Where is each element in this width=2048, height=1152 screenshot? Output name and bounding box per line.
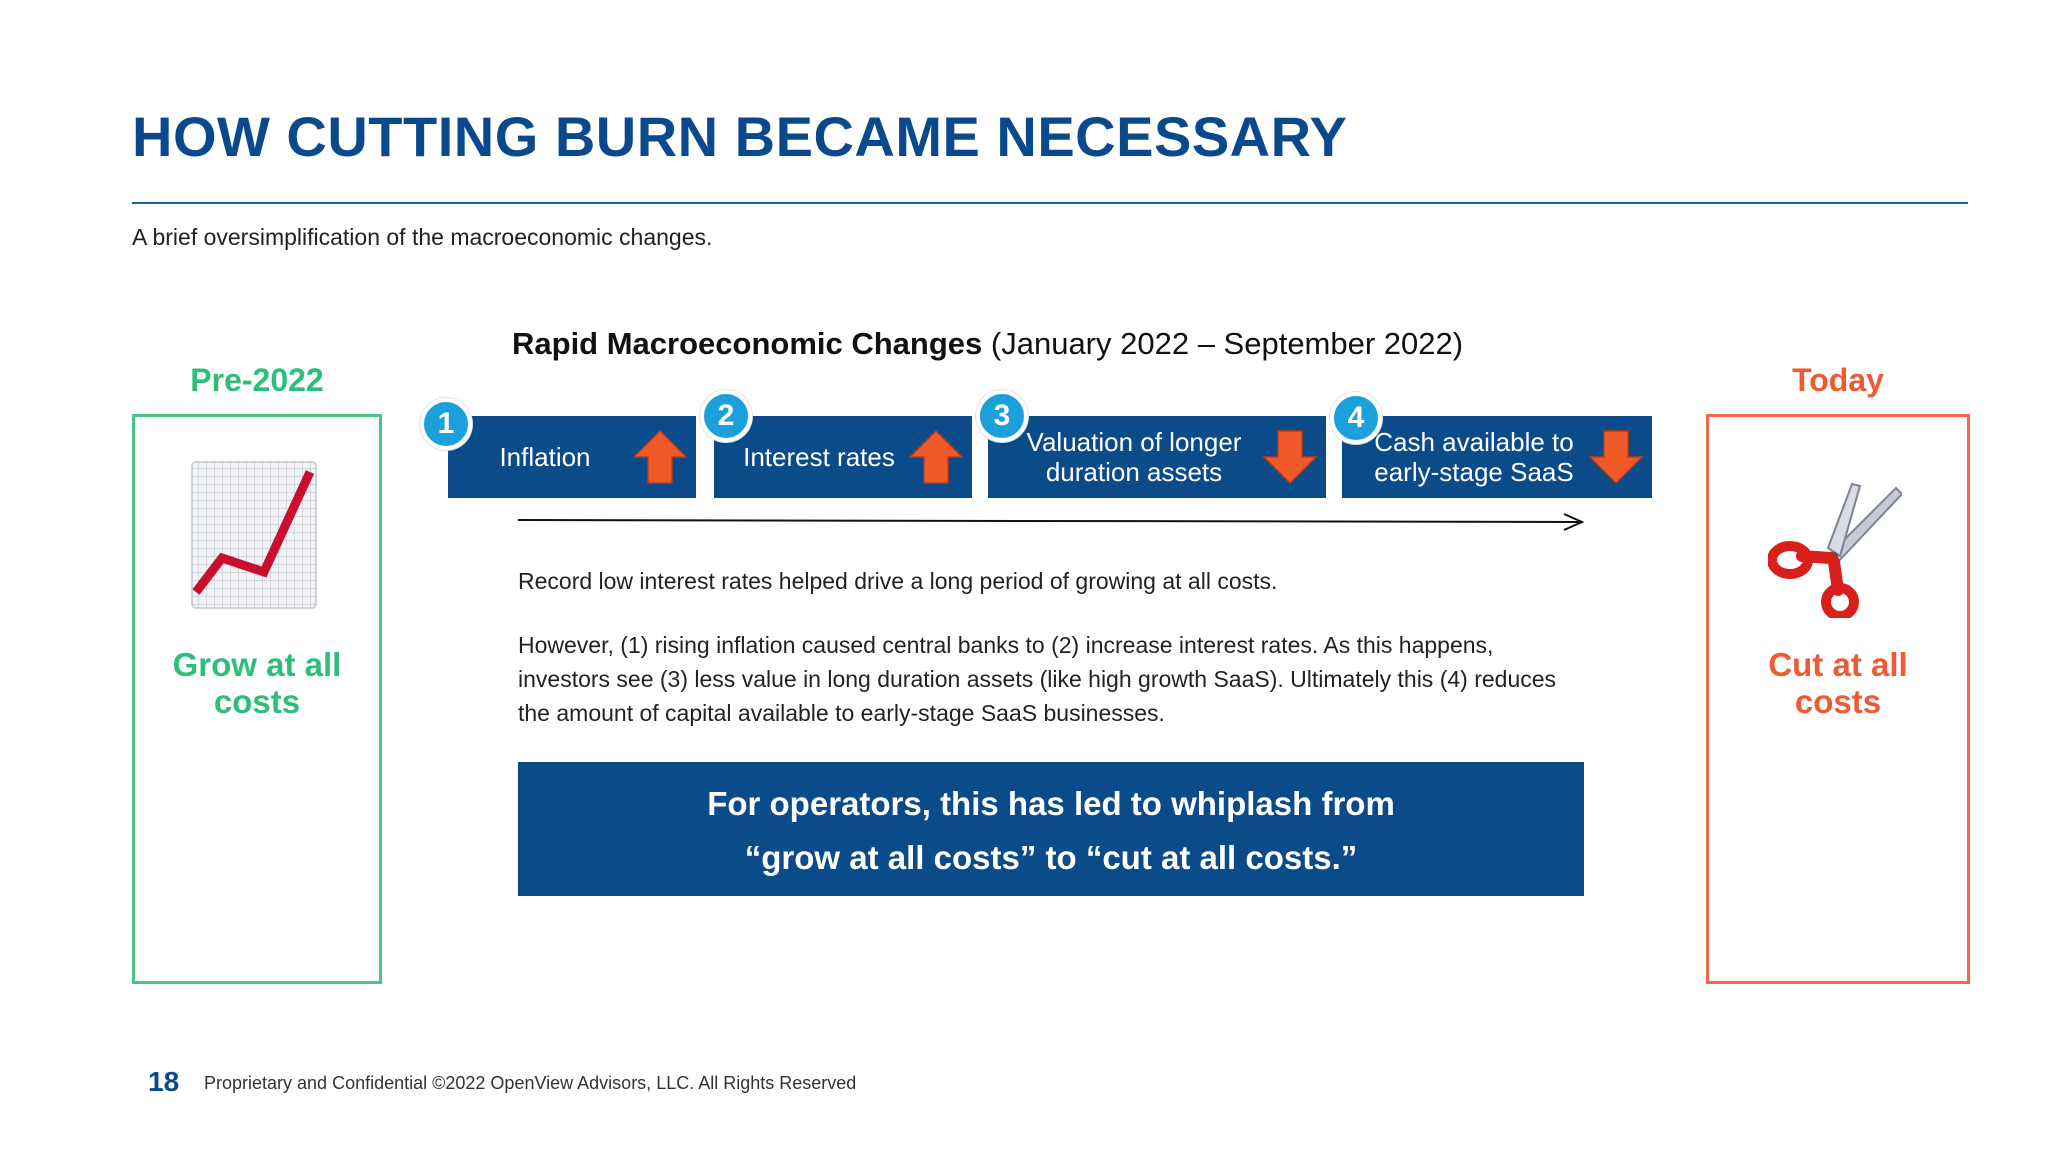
section-title-date-range: (January 2022 – September 2022) [982, 326, 1464, 361]
footer-copyright: Proprietary and Confidential ©2022 OpenView Advisors, LLC. All Rights Reserved [204, 1073, 857, 1093]
step-valuation [988, 416, 1326, 498]
step-label: Inflation [499, 442, 591, 472]
paragraph-explanation: However, (1) rising inflation caused central banks to (2) increase interest rates. As this happens, investors see (3) less value in long duration assets (like high growth SaaS). Ultimately this (4) reduces the amount of capital available to early-stage SaaS businesses. [518, 632, 1557, 726]
step-cash-available [1342, 416, 1652, 498]
step-label: Cash available to early-stage SaaS [1374, 427, 1574, 487]
step-label: Valuation of longer duration assets [1026, 427, 1242, 487]
whiplash-callout: For operators, this has led to whiplash from “grow at all costs” to “cut at all costs.” [518, 762, 1584, 896]
slide-title: HOW CUTTING BURN BECAME NECESSARY [132, 105, 1348, 168]
pre-2022-label: Pre-2022 [190, 362, 324, 398]
slide-subtitle: A brief oversimplification of the macroeconomic changes. [132, 224, 713, 250]
arrow-down-icon [1588, 429, 1644, 485]
step-number-badge: 1 [420, 398, 472, 450]
arrow-up-icon [632, 429, 688, 485]
page-number: 18 [148, 1066, 180, 1097]
step-number-badge: 3 [976, 390, 1028, 442]
step-interest-rates [714, 416, 972, 498]
paragraph-low-rates: Record low interest rates helped drive a long period of growing at all costs. [518, 568, 1278, 594]
arrow-up-icon [908, 429, 964, 485]
section-title [512, 326, 1463, 362]
chart-increasing-icon [190, 460, 318, 610]
today-label: Today [1792, 362, 1884, 398]
step-number-badge: 4 [1330, 392, 1382, 444]
cut-at-all-costs-caption: Cut at all costs [1768, 646, 1908, 720]
grow-at-all-costs-caption: Grow at all costs [172, 646, 342, 720]
timeline-arrow [518, 512, 1584, 532]
step-number-badge: 2 [700, 390, 752, 442]
title-divider [132, 202, 1968, 204]
step-inflation [448, 416, 696, 498]
arrow-down-icon [1262, 429, 1318, 485]
step-label: Interest rates [743, 442, 895, 472]
section-title-bold: Rapid Macroeconomic Changes [512, 326, 983, 361]
scissors-icon [1768, 482, 1902, 618]
